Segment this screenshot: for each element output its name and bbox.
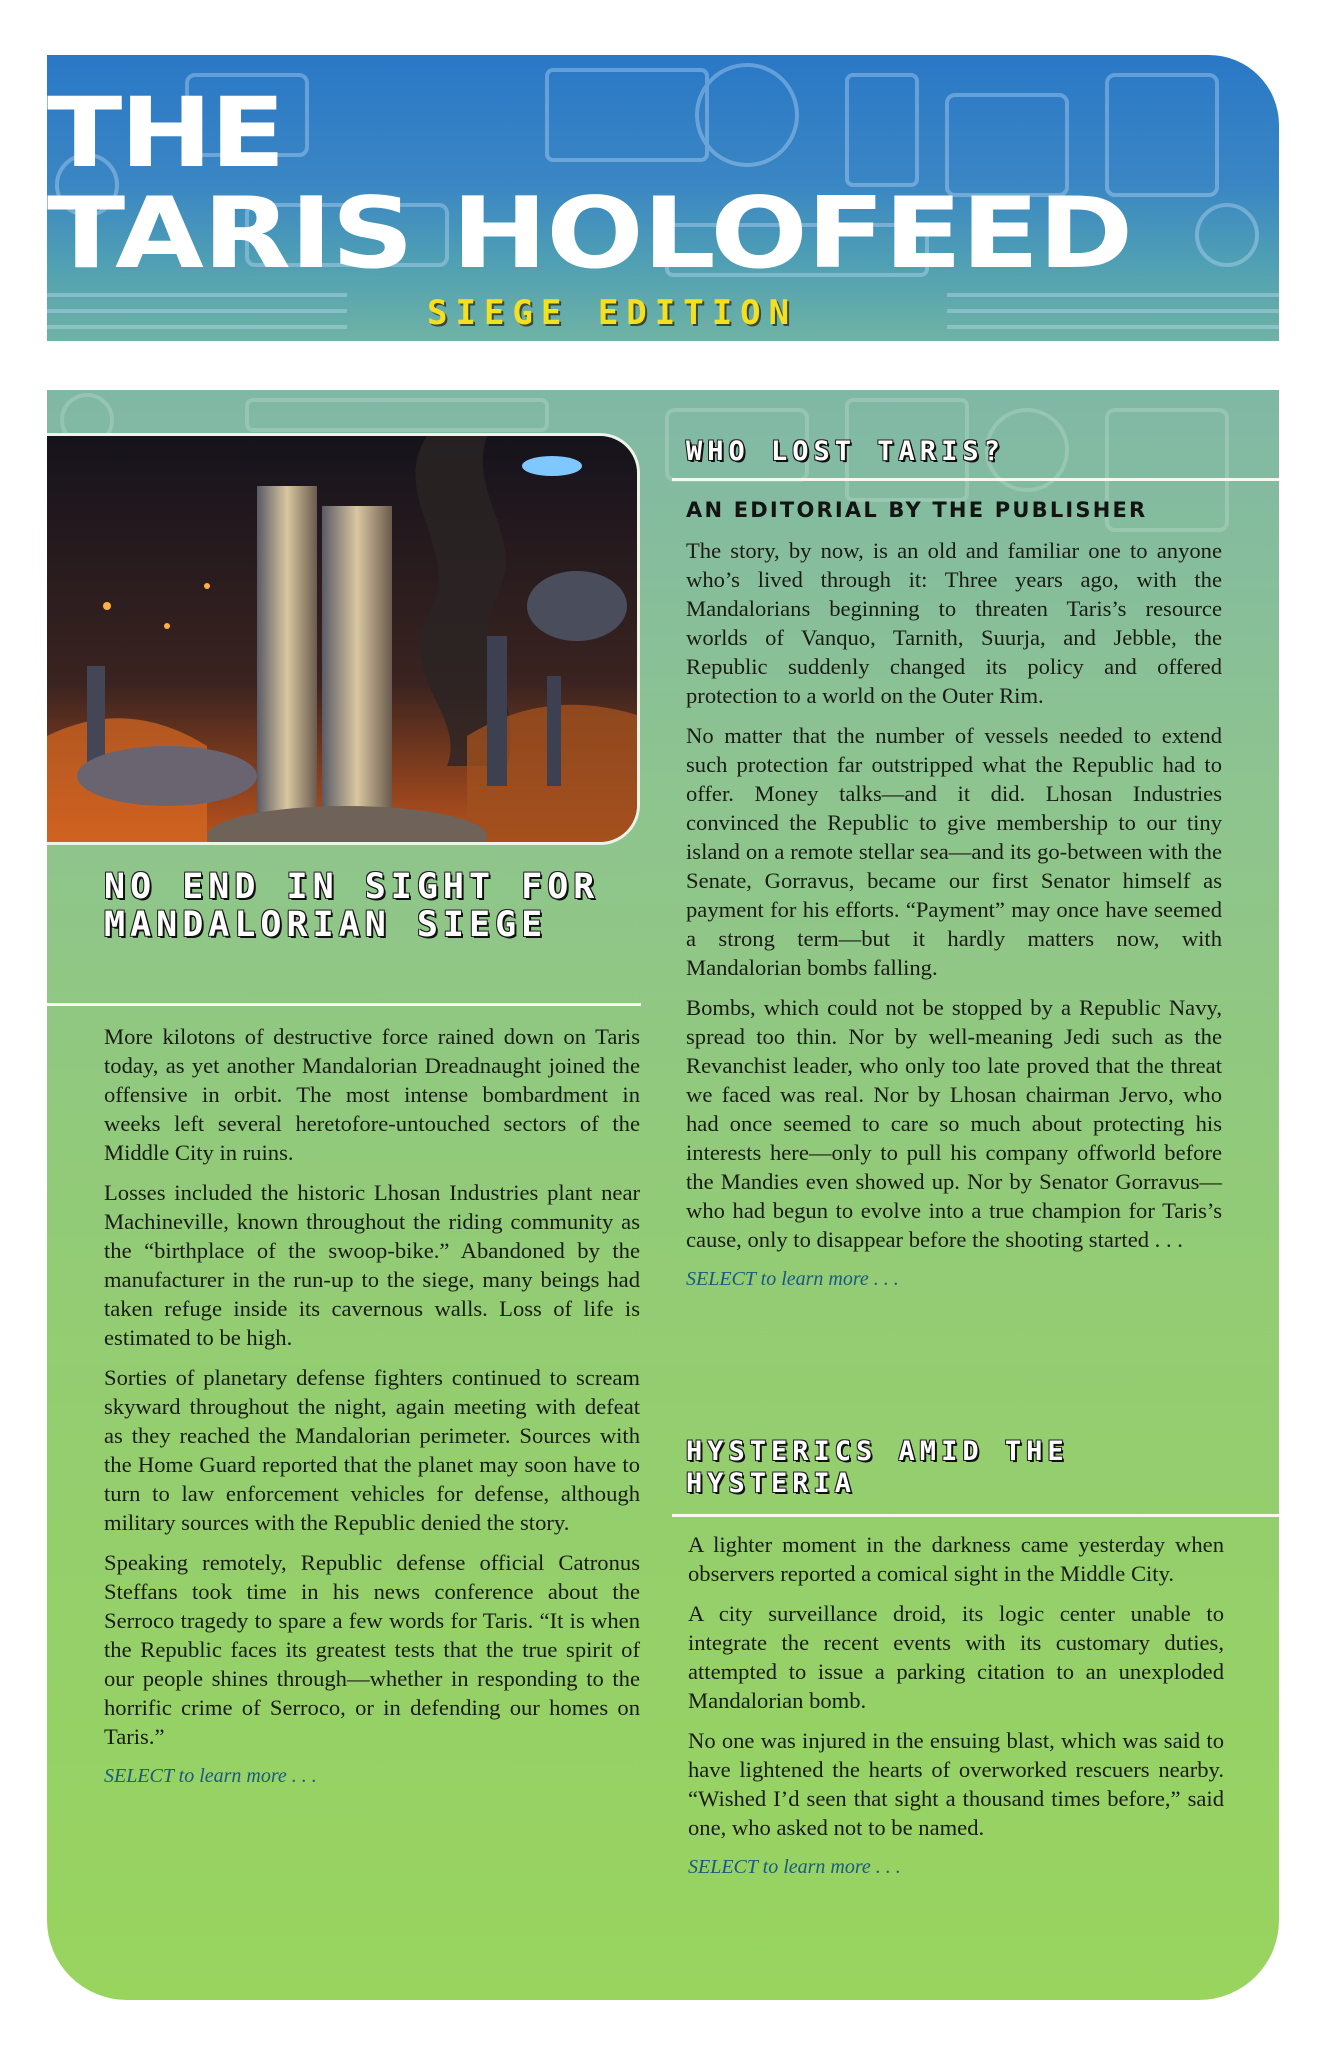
hysterics-body: [688, 1530, 1224, 1882]
paragraph: Speaking remotely, Republic defense official Catronus Steffans took time in his news conference about the Serroco tragedy to spare a few words for Taris. “It is when the Republic faces its greatest tests that the true spirit of our people shines through—whether in responding to the horrific crime of Serroco, or in defending our homes on Taris.”: [104, 1550, 640, 1749]
masthead-title-the: THE: [47, 77, 284, 189]
editorial-headline: WHO LOST TARIS?: [686, 436, 1005, 467]
edition-label: SIEGE EDITION: [427, 293, 798, 333]
learn-more-link[interactable]: SELECT to learn more . . .: [686, 1268, 899, 1290]
paragraph: No one was injured in the ensuing blast, which was said to have lightened the hearts of overworked rescuers nearby. “Wished I’d seen that sight a thousand times before,” said one, who asked not to be named.: [688, 1728, 1224, 1840]
editorial-byline: AN EDITORIAL BY THE PUBLISHER: [686, 498, 1148, 522]
paragraph: The story, by now, is an old and familiar one to anyone who’s lived through it: Three years ago, with the Mandalorians beginning to threaten Taris’s resource worlds of Vanquo, Tarnith, Suurja, and Jebble, the Republic suddenly changed its policy and offered protection to a world on the Outer Rim.: [686, 538, 1222, 708]
learn-more-link[interactable]: SELECT to learn more . . .: [688, 1856, 901, 1878]
hysterics-headline: HYSTERICS AMID THE HYSTERIA: [686, 1436, 1069, 1499]
masthead-banner: [47, 55, 1279, 341]
paragraph: Sorties of planetary defense fighters continued to scream skyward throughout the night, again meeting with defeat as they reached the Mandalorian perimeter. Sources with the Home Guard reported that the planet may soon have to turn to law enforcement vehicles for defense, although military sources with the Republic denied the story.: [104, 1365, 640, 1535]
divider: [47, 1003, 641, 1006]
paragraph: Losses included the historic Lhosan Industries plant near Machineville, known throughout the riding community as the “birthplace of the swoop-bike.” Abandoned by the manufacturer in the run-up to the siege, many beings had taken refuge inside its cavernous walls. Loss of life is estimated to be high.: [104, 1180, 640, 1350]
masthead-title: TARIS HOLOFEED: [47, 177, 1133, 291]
paragraph: Bombs, which could not be stopped by a Republic Navy, spread too thin. Nor by well-meaning Jedi such as the Revanchist leader, who only too late proved that the threat we faced was real. Nor by Lhosan chairman Jervo, who had once seemed to care so much about protecting his interests here—only to pull his company offworld before the Mandies even showed up. Nor by Senator Gorravus—who had begun to evolve into a true champion for Taris’s cause, only to disappear before the shooting started . . .: [686, 995, 1222, 1252]
paragraph: A lighter moment in the darkness came yesterday when observers reported a comical sight in the Middle City.: [688, 1532, 1224, 1586]
divider: [672, 478, 1279, 481]
paragraph: No matter that the number of vessels needed to extend such protection far outstripped what the Republic had to offer. Money talks—and it did. Lhosan Industries convinced the Republic to give membership to our tiny island on a remote stellar sea—and its go-between with the Senate, Gorravus, became our first Senator himself as payment for his efforts. “Payment” may once have seemed a strong term—but it hardly matters now, with Mandalorian bombs falling.: [686, 723, 1222, 980]
left-article-body: [104, 1022, 640, 1791]
learn-more-link[interactable]: SELECT to learn more . . .: [104, 1765, 317, 1787]
editorial-body: [686, 536, 1222, 1294]
left-headline: NO END IN SIGHT FOR MANDALORIAN SIEGE: [104, 867, 600, 945]
paragraph: More kilotons of destructive force rained down on Taris today, as yet another Mandalorian Dreadnaught joined the offensive in orbit. The most intense bombardment in weeks left several heretofore-untouched sectors of the Middle City in ruins.: [104, 1024, 640, 1165]
siege-illustration: [47, 433, 640, 845]
paragraph: A city surveillance droid, its logic center unable to integrate the recent events with its customary duties, attempted to issue a parking citation to an unexploded Mandalorian bomb.: [688, 1601, 1224, 1713]
divider: [672, 1514, 1279, 1517]
